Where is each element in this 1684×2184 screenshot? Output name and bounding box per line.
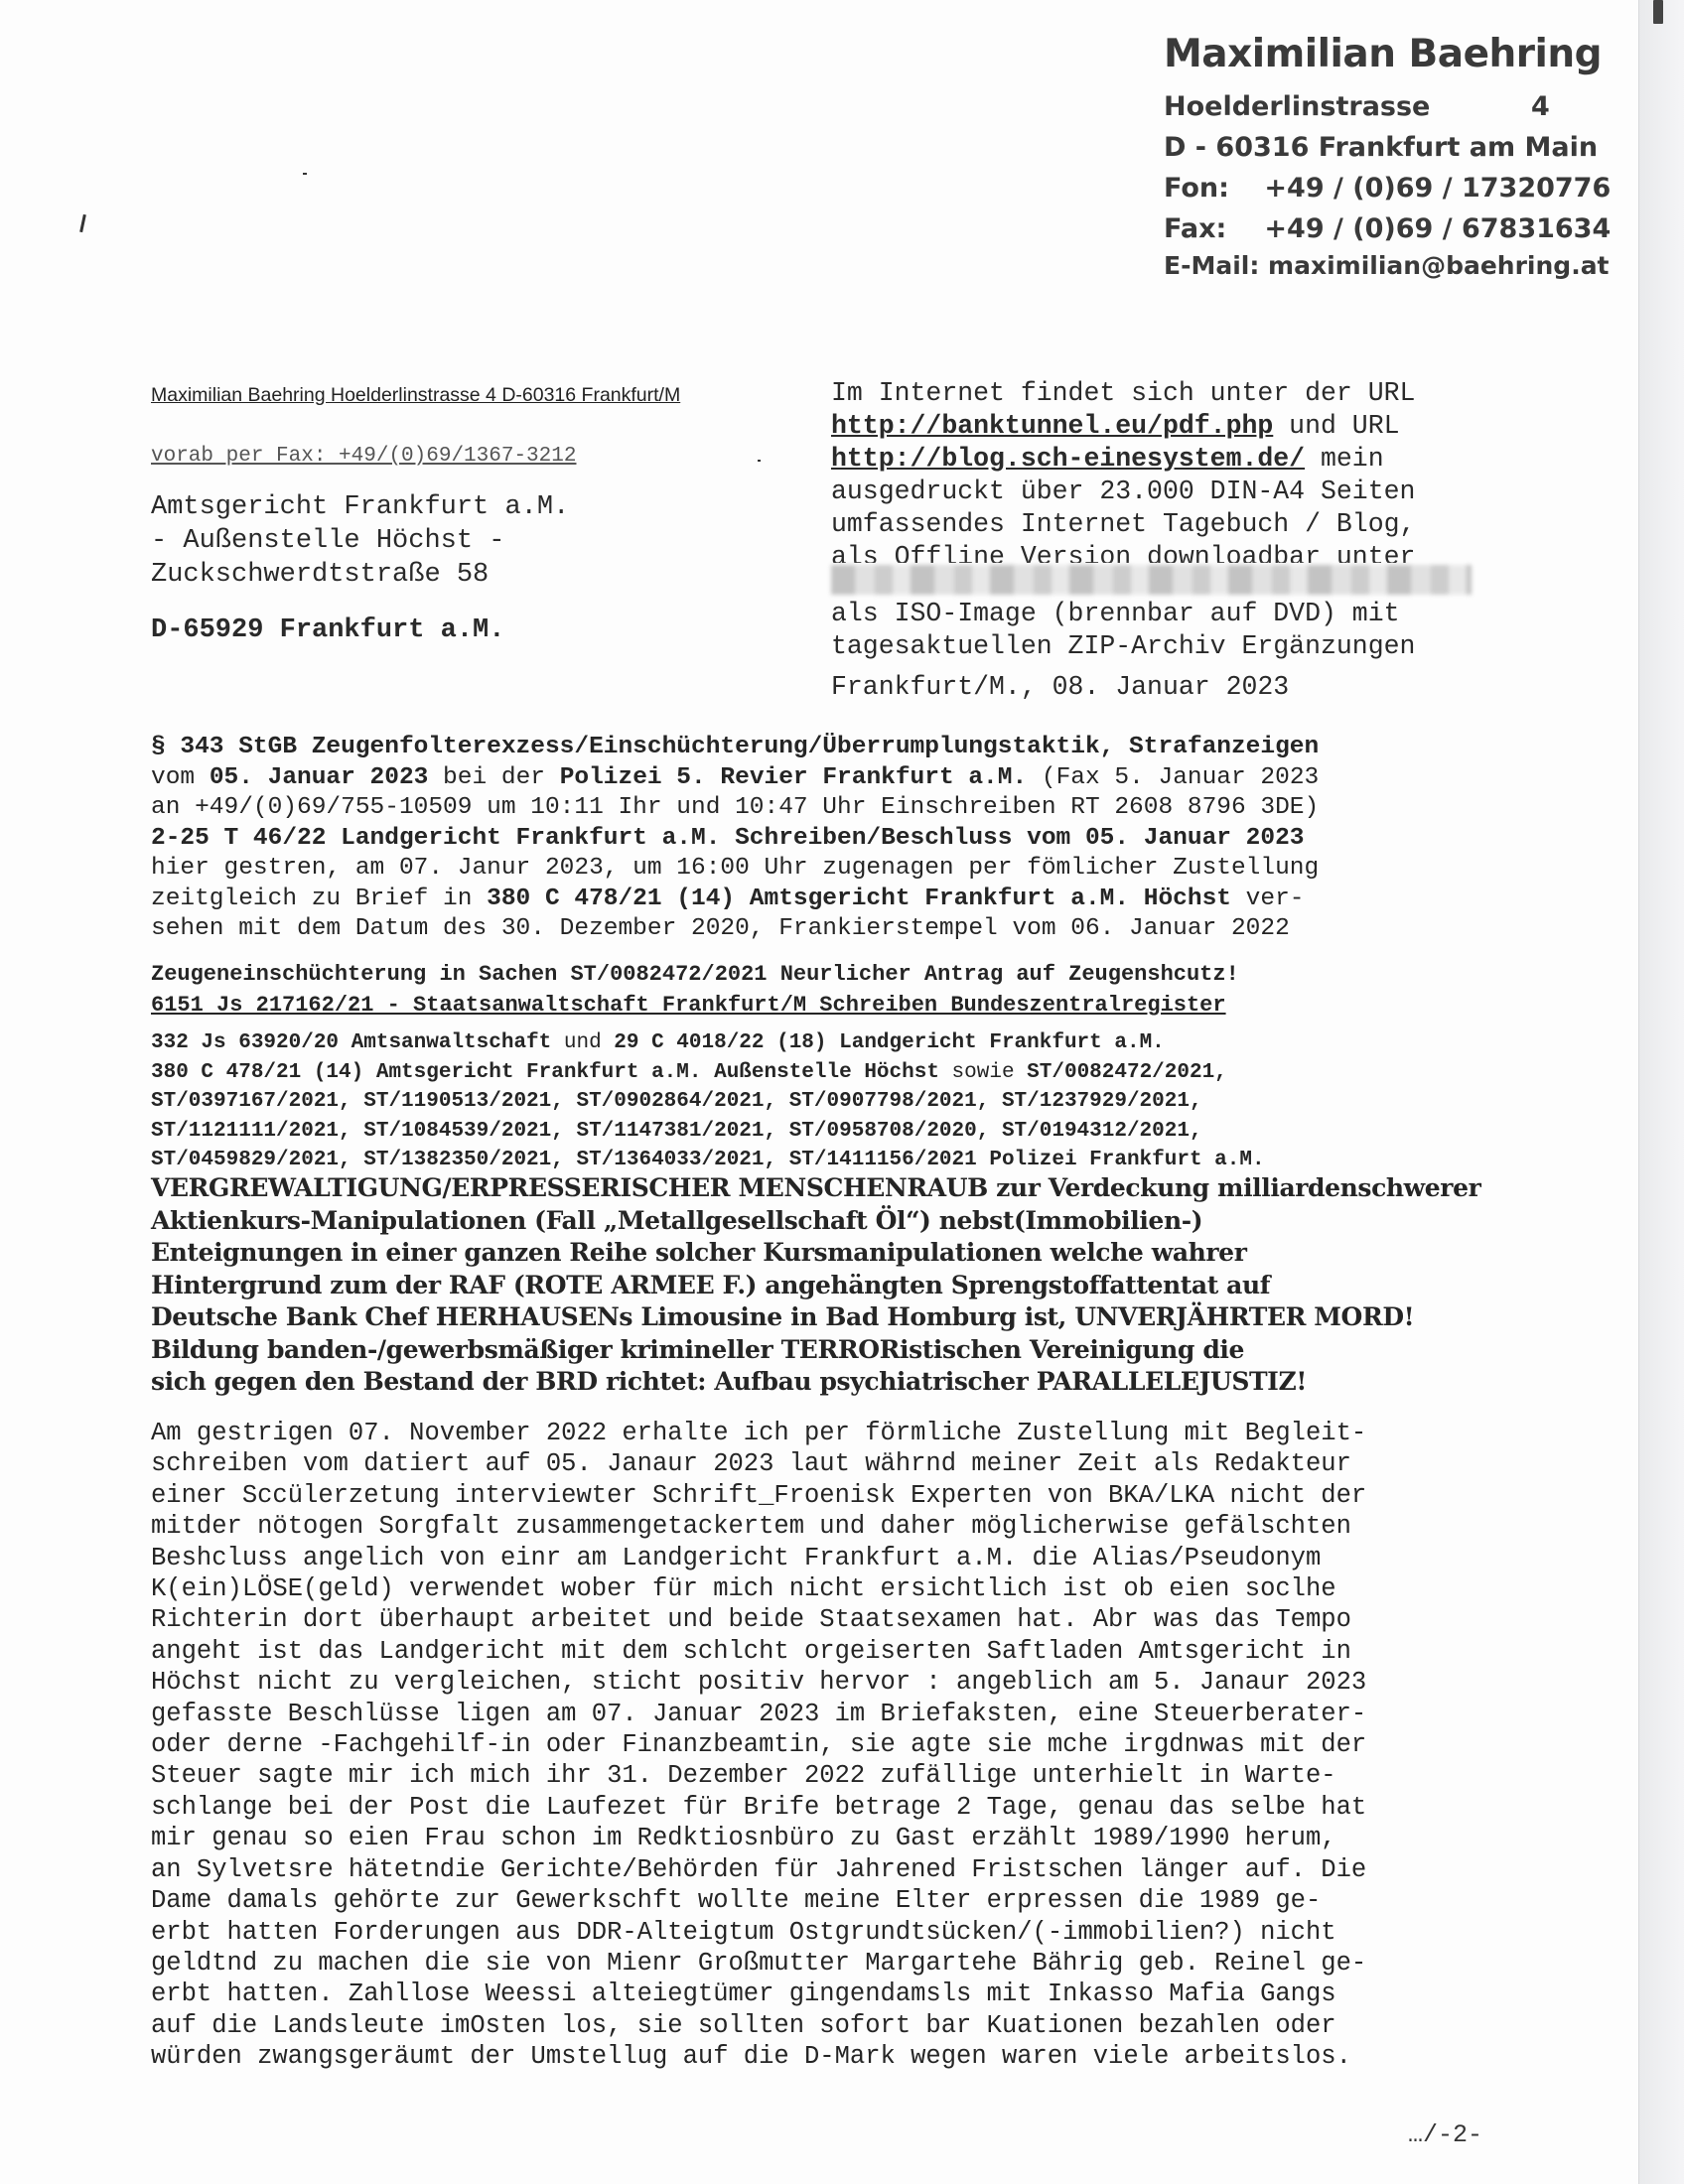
url-link[interactable]: http://banktunnel.eu/pdf.php <box>831 411 1274 441</box>
subject-line <box>151 733 1491 763</box>
redacted-url <box>831 565 1472 595</box>
subject-line-segment: bei der <box>428 763 560 791</box>
recipient-line: Zuckschwerdtstraße 58 <box>151 560 490 590</box>
case-number-line-segment: sowie <box>938 1060 1028 1084</box>
recipient-line: Amtsgericht Frankfurt a.M. <box>151 492 570 522</box>
subject-line-segment: ver- <box>1230 885 1305 912</box>
body-line: Am gestrigen 07. November 2022 erhalte ich per förmliche Zustellung mit Begleit- <box>151 1419 1367 1447</box>
headline-line: Deutsche Bank Chef HERHAUSENs Limousine in Bad Homburg ist, UNVERJÄHRTER MORD! <box>151 1302 1415 1331</box>
case-number-line-segment: ST/0397167/2021, ST/1190513/2021, ST/0902864/2021, ST/0907798/2021, ST/1237929/2021, <box>151 1090 1202 1113</box>
body-line: einer Sccülerzetung interviewter Schrift_Froenisk Experten von BKA/LKA nicht der <box>151 1480 1367 1510</box>
body-line: mir genau so eien Frau schon im Redktiosnbüro zu Gast erzählt 1989/1990 herum, <box>151 1824 1336 1853</box>
fax-label: Fax: <box>1164 213 1227 244</box>
subject-line-segment: zeitgleich zu Brief in <box>151 885 488 912</box>
subject-line <box>151 885 1491 915</box>
scan-edge-mark <box>1653 0 1663 24</box>
return-address-line: Maximilian Baehring Hoelderlinstrasse 4 D-60316 Frankfurt/M <box>151 384 681 406</box>
subject-block <box>151 733 1491 945</box>
subject-line-segment: § 343 StGB Zeugenfolterexzess/Einschüchterung/Überrumplungstaktik, Strafanzeigen <box>151 734 1320 760</box>
page-continuation-marker: …/-2- <box>1408 2120 1483 2149</box>
body-line: Steuer sagte mir ich mich ihr 31. Dezember 2022 zufällige unterhielt in Warte- <box>151 1761 1336 1791</box>
internet-note-text: mein <box>1305 444 1384 474</box>
internet-note-text: und URL <box>1273 411 1400 441</box>
case-number-line <box>151 1028 1491 1058</box>
body-line: angeht ist das Landgericht mit dem schlcht orgeiserten Saftladen Amtsgericht in <box>151 1636 1351 1666</box>
internet-note-line <box>831 410 1486 443</box>
fax-number: +49 / (0)69 / 67831634 <box>1264 213 1612 244</box>
internet-note-line: ausgedruckt über 23.000 DIN-A4 Seiten <box>831 477 1416 506</box>
subject-line-segment: hier gestren, am 07. Janur 2023, um 16:00 Uhr zugenagen per fömlicher Zustellung <box>151 855 1320 882</box>
subject-line <box>151 763 1491 794</box>
sender-email: E-Mail: maximilian@baehring.at <box>1164 251 1610 280</box>
case-number-line-segment: 380 C 478/21 (14) Amtsgericht Frankfurt a.M. Außenstelle Höchst <box>151 1060 939 1084</box>
subject-line <box>151 793 1491 824</box>
headline-line: VERGREWALTIGUNG/ERPRESSERISCHER MENSCHENRAUB zur Verdeckung milliardenschwerer <box>151 1173 1481 1202</box>
internet-note-line: umfassendes Internet Tagebuch / Blog, <box>831 509 1416 539</box>
case-number-line-segment: und <box>551 1031 615 1054</box>
subject-line-segment: Polizei 5. Revier Frankfurt a.M. <box>559 763 1028 791</box>
sender-fax-row <box>1164 208 1612 249</box>
scan-speck <box>79 214 86 232</box>
body-line: Richterin dort überhaupt arbeitet und beide Staatsexamen hat. Abr was das Tempo <box>151 1605 1351 1635</box>
recipient-line: - Außenstelle Höchst - <box>151 526 505 556</box>
sender-city: D - 60316 Frankfurt am Main <box>1164 132 1599 163</box>
body-line: schlange bei der Post die Laufezet für Brife betrage 2 Tage, genau das selbe hat <box>151 1792 1367 1822</box>
sender-name: Maximilian Baehring <box>1164 32 1603 76</box>
reference-block <box>151 959 1491 1021</box>
fax-advance-note: vorab per Fax: +49/(0)69/1367-3212 <box>151 445 577 468</box>
body-line: würden zwangsgeräumt der Umstellug auf die D-Mark wegen waren viele arbeitslos. <box>151 2042 1351 2072</box>
internet-note-line: tagesaktuellen ZIP-Archiv Ergänzungen <box>831 631 1416 661</box>
subject-line <box>151 824 1491 855</box>
sender-street: Hoelderlinstrasse <box>1164 91 1431 122</box>
case-numbers-block <box>151 1028 1491 1175</box>
sender-phone-row <box>1164 168 1612 208</box>
internet-note <box>831 377 1486 704</box>
subject-line <box>151 854 1491 885</box>
body-line: geldtnd zu machen die sie von Mienr Großmutter Margartehe Bährig geb. Reinel ge- <box>151 1948 1367 1978</box>
sender-street-row <box>1164 86 1561 127</box>
body-line: an Sylvetsre hätetndie Gerichte/Behörden für Jahrened Fristschen länger auf. Die <box>151 1854 1367 1884</box>
case-number-line <box>151 1058 1491 1088</box>
body-line: schreiben vom datiert auf 05. Janaur 2023 laut währnd meiner Zeit als Redakteur <box>151 1449 1351 1479</box>
case-number-line <box>151 1146 1491 1175</box>
body-line: Höchst nicht zu vergleichen, sticht positiv hervor : angeblich am 5. Janaur 2023 <box>151 1668 1367 1698</box>
scan-speck <box>758 460 761 462</box>
internet-note-line <box>831 443 1486 476</box>
phone-label: Fon: <box>1164 173 1229 204</box>
subject-line-segment: 2-25 T 46/22 Landgericht Frankfurt a.M. Schreiben/Beschluss vom 05. Januar 2023 <box>151 824 1305 852</box>
reference-line: Zeugeneinschüchterung in Sachen ST/0082472/2021 Neurlicher Antrag auf Zeugenshcutz! <box>151 962 1239 987</box>
subject-line-segment: sehen mit dem Datum des 30. Dezember 2020, Frankierstempel vom 06. Januar 2022 <box>151 915 1290 942</box>
recipient-address <box>151 490 569 647</box>
headline-line: Hintergrund zum der RAF (ROTE ARMEE F.) angehängten Sprengstoffattentat auf <box>151 1270 1271 1299</box>
body-line: Dame damals gehörte zur Gewerkschft wollte meine Elter erpressen die 1989 ge- <box>151 1886 1322 1916</box>
subject-line-segment: vom <box>151 763 210 791</box>
sender-letterhead <box>1164 32 1612 283</box>
case-number-line-segment: ST/0459829/2021, ST/1382350/2021, ST/1364033/2021, ST/1411156/2021 Polizei Frankfurt a.M. <box>151 1149 1265 1171</box>
url-link[interactable]: http://blog.sch-einesystem.de/ <box>831 444 1306 474</box>
body-line: K(ein)LÖSE(geld) verwendet wober für mich nicht ersichtlich ist ob eien soclhe <box>151 1574 1336 1604</box>
internet-note-line: als ISO-Image (brennbar auf DVD) mit <box>831 599 1400 628</box>
subject-line-segment: (Fax 5. Januar 2023 <box>1027 763 1320 791</box>
headline-line: Bildung banden-/gewerbsmäßiger krimineller TERRORistischen Vereinigung die <box>151 1334 1245 1364</box>
body-line: oder derne -Fachgehilf-in oder Finanzbeamtin, sie agte sie mche irgdnwas mit der <box>151 1730 1367 1760</box>
internet-note-line: Im Internet findet sich unter der URL <box>831 378 1416 408</box>
scanner-edge <box>1638 0 1684 2184</box>
sender-house-number: 4 <box>1531 91 1550 122</box>
recipient-city: D-65929 Frankfurt a.M. <box>151 615 505 645</box>
internet-note-line: als Offline Version downloadbar unter <box>831 542 1416 563</box>
body-line: erbt hatten. Zahllose Weessi alteiegtümer gingendamsls mit Inkasso Mafia Gangs <box>151 1979 1336 2009</box>
reference-line: 6151 Js 217162/21 - Staatsanwaltschaft Frankfurt/M Schreiben Bundeszentralregister <box>151 993 1226 1018</box>
body-line: auf die Landsleute imOsten los, sie sollten sofort bar Kuationen bezahlen oder <box>151 2010 1336 2040</box>
case-number-line <box>151 1087 1491 1117</box>
headline-line: Enteignungen in einer ganzen Reihe solcher Kursmanipulationen welche wahrer <box>151 1238 1247 1267</box>
body-line: gefasste Beschlüsse ligen am 07. Januar 2023 im Briefaksten, eine Steuerberater- <box>151 1699 1367 1728</box>
body-line: mitder nötogen Sorgfalt zusammengetackertem und daher möglicherwise gefälschten <box>151 1512 1351 1542</box>
subject-line <box>151 914 1491 945</box>
subject-line-segment: an +49/(0)69/755-10509 um 10:11 Ihr und 10:47 Uhr Einschreiben RT 2608 8796 3DE) <box>151 794 1320 821</box>
subject-line-segment: 05. Januar 2023 <box>209 763 429 791</box>
case-number-line-segment: ST/1121111/2021, ST/1084539/2021, ST/1147381/2021, ST/0958708/2020, ST/0194312/2021, <box>151 1119 1202 1143</box>
letter-date: Frankfurt/M., 08. Januar 2023 <box>831 672 1290 702</box>
scan-speck <box>303 173 307 175</box>
phone-number: +49 / (0)69 / 17320776 <box>1264 173 1612 204</box>
case-number-line <box>151 1117 1491 1147</box>
body-line: Beshcluss angelich von einr am Landgericht Frankfurt a.M. die Alias/Pseudonym <box>151 1543 1322 1572</box>
case-number-line-segment: 29 C 4018/22 (18) Landgericht Frankfurt a.M. <box>614 1031 1165 1054</box>
case-number-line-segment: ST/0082472/2021, <box>1027 1060 1227 1084</box>
body-line: erbt hatten Forderungen aus DDR-Alteigtum Ostgrundtsücken/(-immobilien?) nicht <box>151 1917 1336 1947</box>
headline-line: Aktienkurs-Manipulationen (Fall „Metallgesellschaft Öl“) nebst(Immobilien-) <box>151 1205 1203 1235</box>
headline-block <box>151 1172 1491 1399</box>
subject-line-segment: 380 C 478/21 (14) Amtsgericht Frankfurt a.M. Höchst <box>487 885 1231 912</box>
body-text <box>151 1418 1491 2073</box>
headline-line: sich gegen den Bestand der BRD richtet: Aufbau psychiatrischer PARALLELEJUSTIZ! <box>151 1367 1307 1396</box>
case-number-line-segment: 332 Js 63920/20 Amtsanwaltschaft <box>151 1031 552 1054</box>
